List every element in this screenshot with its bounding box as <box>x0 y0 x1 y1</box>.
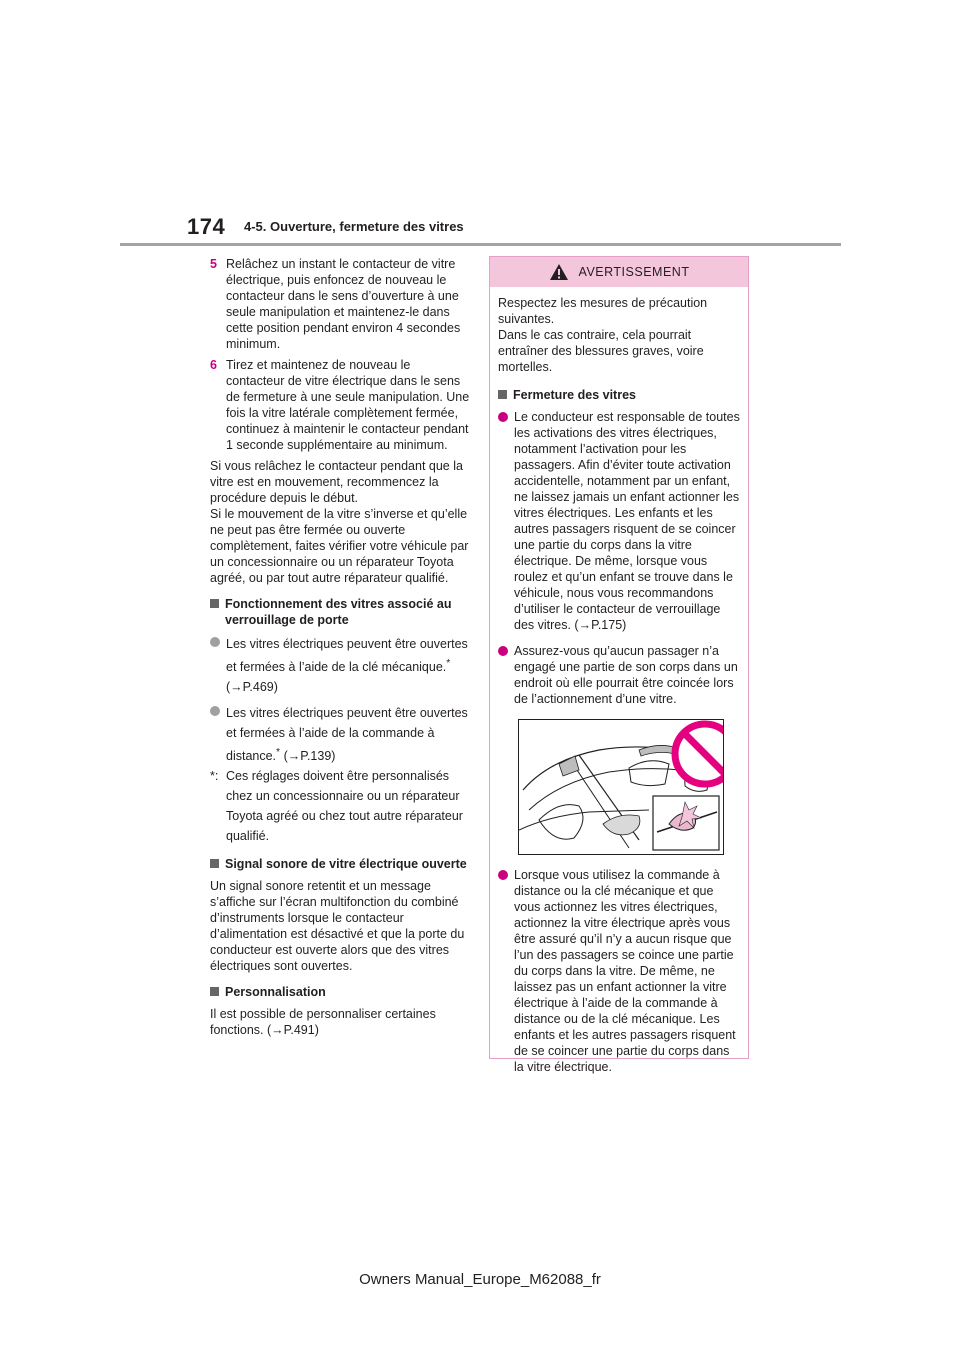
step-number: 5 <box>210 257 217 271</box>
section-title: 4-5. Ouverture, fermeture des vitres <box>244 219 464 234</box>
circle-bullet-icon <box>498 412 508 422</box>
bullet-mechanical-key <box>210 634 472 697</box>
footnote-marker: * <box>446 658 451 669</box>
footer: Owners Manual_Europe_M62088_fr <box>359 1271 601 1288</box>
step-5 <box>210 256 472 352</box>
circle-bullet-icon <box>498 646 508 656</box>
page-reference: (→P.469) <box>226 680 278 695</box>
step-text: Tirez et maintenez de nouveau le contacteur de vitre électrique dans le sens de fermeture à une seule manipulation. Une fois la vitre latérale complètement fermée, continuez à maintenir le contacteur pendant 1 seconde supplémentaire au minimum. <box>226 358 470 452</box>
square-bullet-icon <box>210 987 219 996</box>
square-bullet-icon <box>498 390 507 399</box>
warning-consequence: Dans le cas contraire, cela pourrait entraîner des blessures graves, voire mortelles. <box>498 328 704 374</box>
subheading-customization <box>210 984 472 1000</box>
subheading-text: Fermeture des vitres <box>513 388 636 402</box>
paragraph-customization: Il est possible de personnaliser certaines fonctions. (→P.491) <box>210 1007 436 1038</box>
step-number: 6 <box>210 358 217 372</box>
warning-header <box>490 257 748 287</box>
bullet-text: Les vitres électriques peuvent être ouvertes et fermées à l’aide de la commande à distance. <box>226 706 468 764</box>
warning-box <box>489 256 749 1074</box>
page-number: 174 <box>187 214 226 239</box>
warning-triangle-icon <box>549 263 569 281</box>
step-text: Relâchez un instant le contacteur de vitre électrique, puis enfoncez de nouveau le contacteur dans le sens d’ouverture à une seule manipulation et maintenez-le dans cette position pendant environ 4 secondes minimum. <box>226 257 461 351</box>
header-rule <box>120 243 841 246</box>
paragraph-restart: Si vous relâchez le contacteur pendant que la vitre est en mouvement, recommencez la procédure depuis le début. <box>210 459 463 505</box>
step-6 <box>210 357 472 453</box>
square-bullet-icon <box>210 599 219 608</box>
bullet-text: Le conducteur est responsable de toutes les activations des vitres électriques, notamment l’activation pour les passagers. Afin d’éviter toute activation accidentelle, notamment par un enfant, ne laissez jamais un enfant actionner les vitres électriques. Les enfants et les autres passagers risquent de se coincer une partie du corps dans la vitre électrique. De même, lorsque vous roulez et qu’un enfant se trouve dans le véhicule, nous vous recommandons d’utiliser le contacteur de verrouillage des vitres. (→P.175) <box>514 410 740 632</box>
footnote-text: Ces réglages doivent être personnalisés chez un concessionnaire ou un réparateur Toyota agréé ou chez tout autre réparateur qualifié. <box>226 769 463 844</box>
bullet-remote <box>210 703 472 766</box>
bullet-text: Assurez-vous qu’aucun passager n’a engagé une partie de son corps dans un endroit où elle pourrait être coincée lors de l’actionnement d’une vitre. <box>514 644 738 706</box>
warning-bullet-passengers <box>498 643 740 707</box>
footnote-marker: * <box>276 747 281 759</box>
car-interior-illustration <box>519 720 723 854</box>
window-pinch-illustration <box>518 719 724 855</box>
subheading-text: Fonctionnement des vitres associé au verrouillage de porte <box>225 597 452 627</box>
warning-body <box>490 287 748 1075</box>
bullet-text: Lorsque vous utilisez la commande à distance ou la clé mécanique et que vous actionnez les vitres électriques, actionnez la vitre électrique après vous être assuré qu’il n’y a aucun risque que l’un des passagers se coince une partie du corps dans la vitre. De même, ne laissez pas un enfant actionner la vitre électrique à l’aide de la commande à distance ou de la clé mécanique. Les enfants et les autres passagers risquent de se coincer une partie du corps dans la vitre électrique. <box>514 868 736 1074</box>
subheading-text: Personnalisation <box>225 985 326 1000</box>
footnote <box>210 766 472 846</box>
circle-bullet-icon <box>210 637 220 647</box>
warning-subheading <box>498 387 740 403</box>
circle-bullet-icon <box>498 870 508 880</box>
footnote-mark: *: <box>210 769 219 784</box>
paragraph-buzzer: Un signal sonore retentit et un message s’affiche sur l’écran multifonction du combiné d’instruments lorsque le contacteur d’alimentation est désactivé et que la porte du conducteur est ouverte alors que des vitres électriques sont ouvertes. <box>210 879 465 974</box>
page-reference: (→P.139) <box>280 749 336 764</box>
square-bullet-icon <box>210 859 219 868</box>
paragraph-inspection: Si le mouvement de la vitre s’inverse et qu’elle ne peut pas être fermée ou ouverte complètement, faites vérifier votre véhicule par un concessionnaire ou un réparateur Toyota agréé, ou par tout autre réparateur qualifié. <box>210 507 469 585</box>
warning-title: AVERTISSEMENT <box>578 265 690 279</box>
bullet-text: Les vitres électriques peuvent être ouvertes et fermées à l’aide de la clé mécanique. <box>226 637 468 675</box>
warning-bullet-remote <box>498 867 740 1075</box>
left-column <box>210 256 472 1044</box>
subheading-door-lock <box>210 596 472 628</box>
warning-intro: Respectez les mesures de précaution suivantes. <box>498 296 708 326</box>
subheading-text: Signal sonore de vitre électrique ouverte <box>225 857 467 872</box>
subheading-open-window-buzzer <box>210 856 472 872</box>
warning-bullet-driver <box>498 409 740 633</box>
circle-bullet-icon <box>210 706 220 716</box>
